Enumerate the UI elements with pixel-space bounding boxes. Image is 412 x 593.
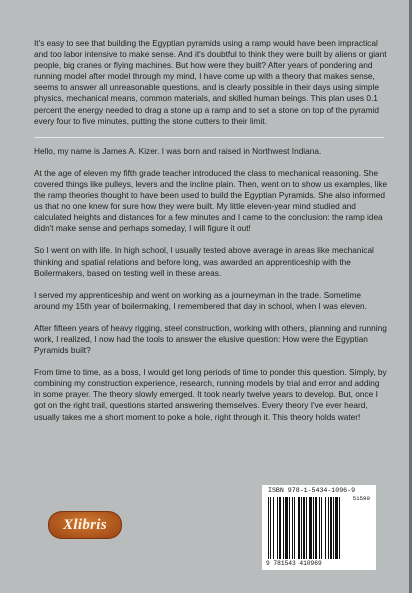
barcode-addon: 51599: [352, 495, 370, 502]
barcode: [262, 485, 376, 570]
bio-paragraph-4: I served my apprenticeship and went on working as a journeyman in the trade. Sometime around my 15th year of boilermaking, I remembered that day in school, when I was eleven.: [34, 289, 367, 311]
barcode-digits: 9 781543 410969: [266, 560, 322, 567]
divider: [34, 137, 384, 138]
barcode-stripe: [340, 497, 342, 559]
bio-paragraph-2: At the age of eleven my fifth grade teacher introduced the class to mechanical reasoning. She covered things like pulleys, levers and the incline plain. Then, went on to show us examples, like the ramp theories thought to have been used to build the Egyptian Pyramids. She also informed us that no one knew for sure how they were built. My little eleven-year mind studied and calculated heights and distances for a few minutes and I came to the conclusion: the ramp idea didn't make sense and perhaps someday, I will figure it out!: [34, 167, 388, 234]
barcode-bars: [268, 497, 370, 559]
bio-paragraph-3: So I went on with life. In high school, I usually tested above average in areas like mechanical thinking and spatial relations and before long, was awarded an apprenticeship with the Boilermakers, based on testing well in these areas.: [34, 245, 374, 278]
back-cover-text: [34, 38, 388, 423]
isbn-label: ISBN 978-1-5434-1096-9: [268, 487, 356, 494]
book-blurb: It's easy to see that building the Egyptian pyramids using a ramp would have been impractical and too labor intensive to make sense. And it's doubtful to think they were built by aliens or giant people, big cranes or flying machines. But how were they built? After years of pondering and running model after model through my mind, I have come up with a theory that makes sense, seems to answer all unreasonable questions, and is clearly possible in their days using simple physics, mechanical means, common materials, and skilled human beings. This plan uses 0.1 percent the energy needed to drag a stone up a ramp and to set a stone on top of the pyramid every four to five minutes, putting the stone cutters to their limit.: [34, 38, 387, 126]
publisher-logo: [48, 511, 122, 539]
bio-paragraph-1: Hello, my name is James A. Kizer. I was born and raised in Northwest Indiana.: [34, 145, 322, 156]
publisher-logo-text: Xlibris: [63, 516, 107, 533]
bio-paragraph-6: From time to time, as a boss, I would get long periods of time to ponder this question. Simply, by combining my construction experience, research, running models by trial and error and adding in some prayer. The theory slowly emerged. It took nearly twelve years to develop. But, once I got on the right trail, questions started answering themselves. Every theory I've ever heard, usually takes me a short moment to poke a hole, right through it. This theory holds water!: [34, 367, 387, 422]
bio-paragraph-5: After fifteen years of heavy rigging, steel construction, working with others, planning and running work, I realized, I now had the tools to answer the elusive question: How were the Egyptian Pyramids built?: [34, 322, 387, 356]
